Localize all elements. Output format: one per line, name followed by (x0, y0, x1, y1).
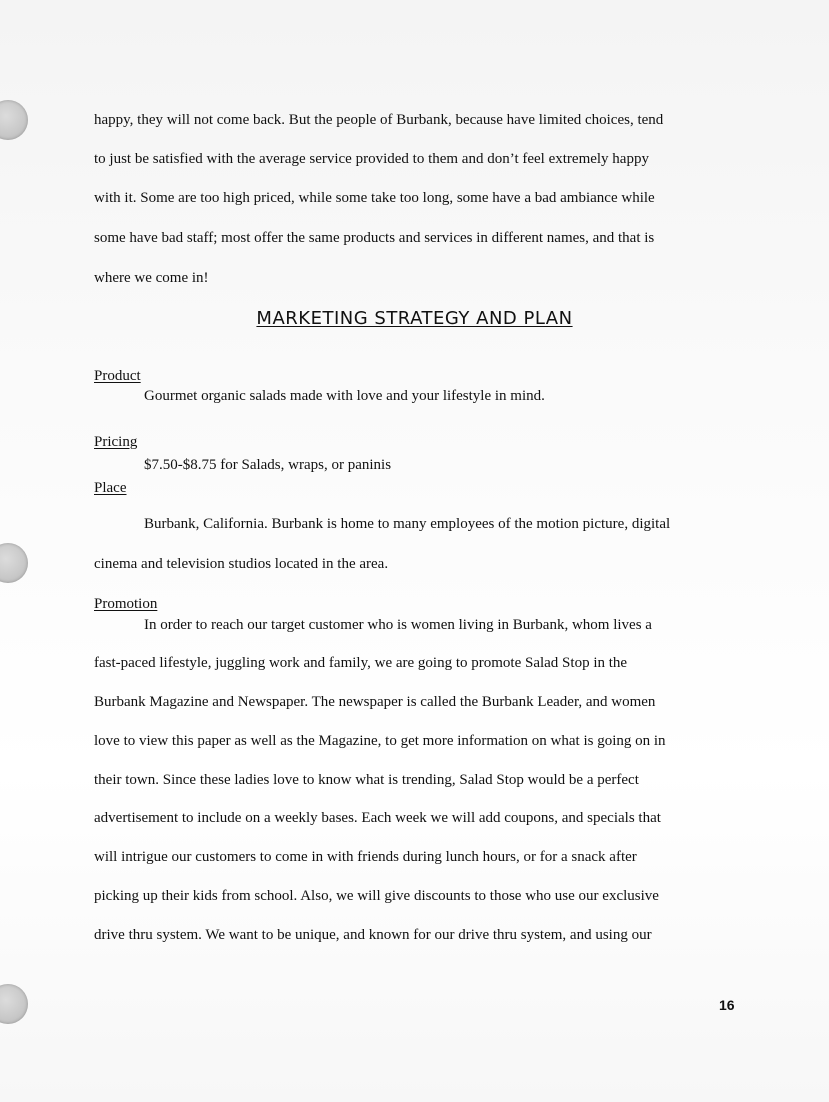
promotion-line: picking up their kids from school. Also, we will give discounts to those who use our exclusive (94, 888, 659, 904)
page-number: 16 (719, 997, 735, 1013)
promotion-line: will intrigue our customers to come in with friends during lunch hours, or for a snack after (94, 849, 637, 865)
section-heading (0, 308, 829, 330)
product-text: Gourmet organic salads made with love and your lifestyle in mind. (144, 388, 545, 404)
product-label: Product (94, 368, 141, 384)
intro-line: happy, they will not come back. But the people of Burbank, because have limited choices, tend (94, 112, 664, 128)
pricing-text: $7.50-$8.75 for Salads, wraps, or paninis (144, 457, 392, 473)
binder-hole (0, 100, 28, 140)
promotion-line: advertisement to include on a weekly bases. Each week we will add coupons, and specials that (94, 810, 661, 826)
binder-hole (0, 543, 28, 583)
promotion-line: drive thru system. We want to be unique, and known for our drive thru system, and using our (94, 927, 652, 943)
promotion-line: In order to reach our target customer who is women living in Burbank, whom lives a (144, 617, 652, 633)
promotion-line: fast-paced lifestyle, juggling work and family, we are going to promote Salad Stop in the (94, 655, 628, 671)
promotion-line: their town. Since these ladies love to know what is trending, Salad Stop would be a perfect (94, 772, 639, 788)
intro-line: with it. Some are too high priced, while some take too long, some have a bad ambiance while (94, 190, 655, 206)
section-heading-text: MARKETING STRATEGY AND PLAN (256, 308, 573, 329)
intro-line: some have bad staff; most offer the same products and services in different names, and that is (94, 230, 655, 246)
intro-line: to just be satisfied with the average service provided to them and don’t feel extremely happy (94, 151, 649, 167)
place-line: cinema and television studios located in the area. (94, 556, 389, 572)
pricing-label: Pricing (94, 434, 138, 450)
promotion-line: Burbank Magazine and Newspaper. The newspaper is called the Burbank Leader, and women (94, 694, 656, 710)
place-line: Burbank, California. Burbank is home to many employees of the motion picture, digital (144, 516, 671, 532)
binder-hole (0, 984, 28, 1024)
promotion-label: Promotion (94, 596, 158, 612)
promotion-line: love to view this paper as well as the Magazine, to get more information on what is going on in (94, 733, 666, 749)
intro-line: where we come in! (94, 270, 209, 286)
place-label: Place (94, 480, 127, 496)
